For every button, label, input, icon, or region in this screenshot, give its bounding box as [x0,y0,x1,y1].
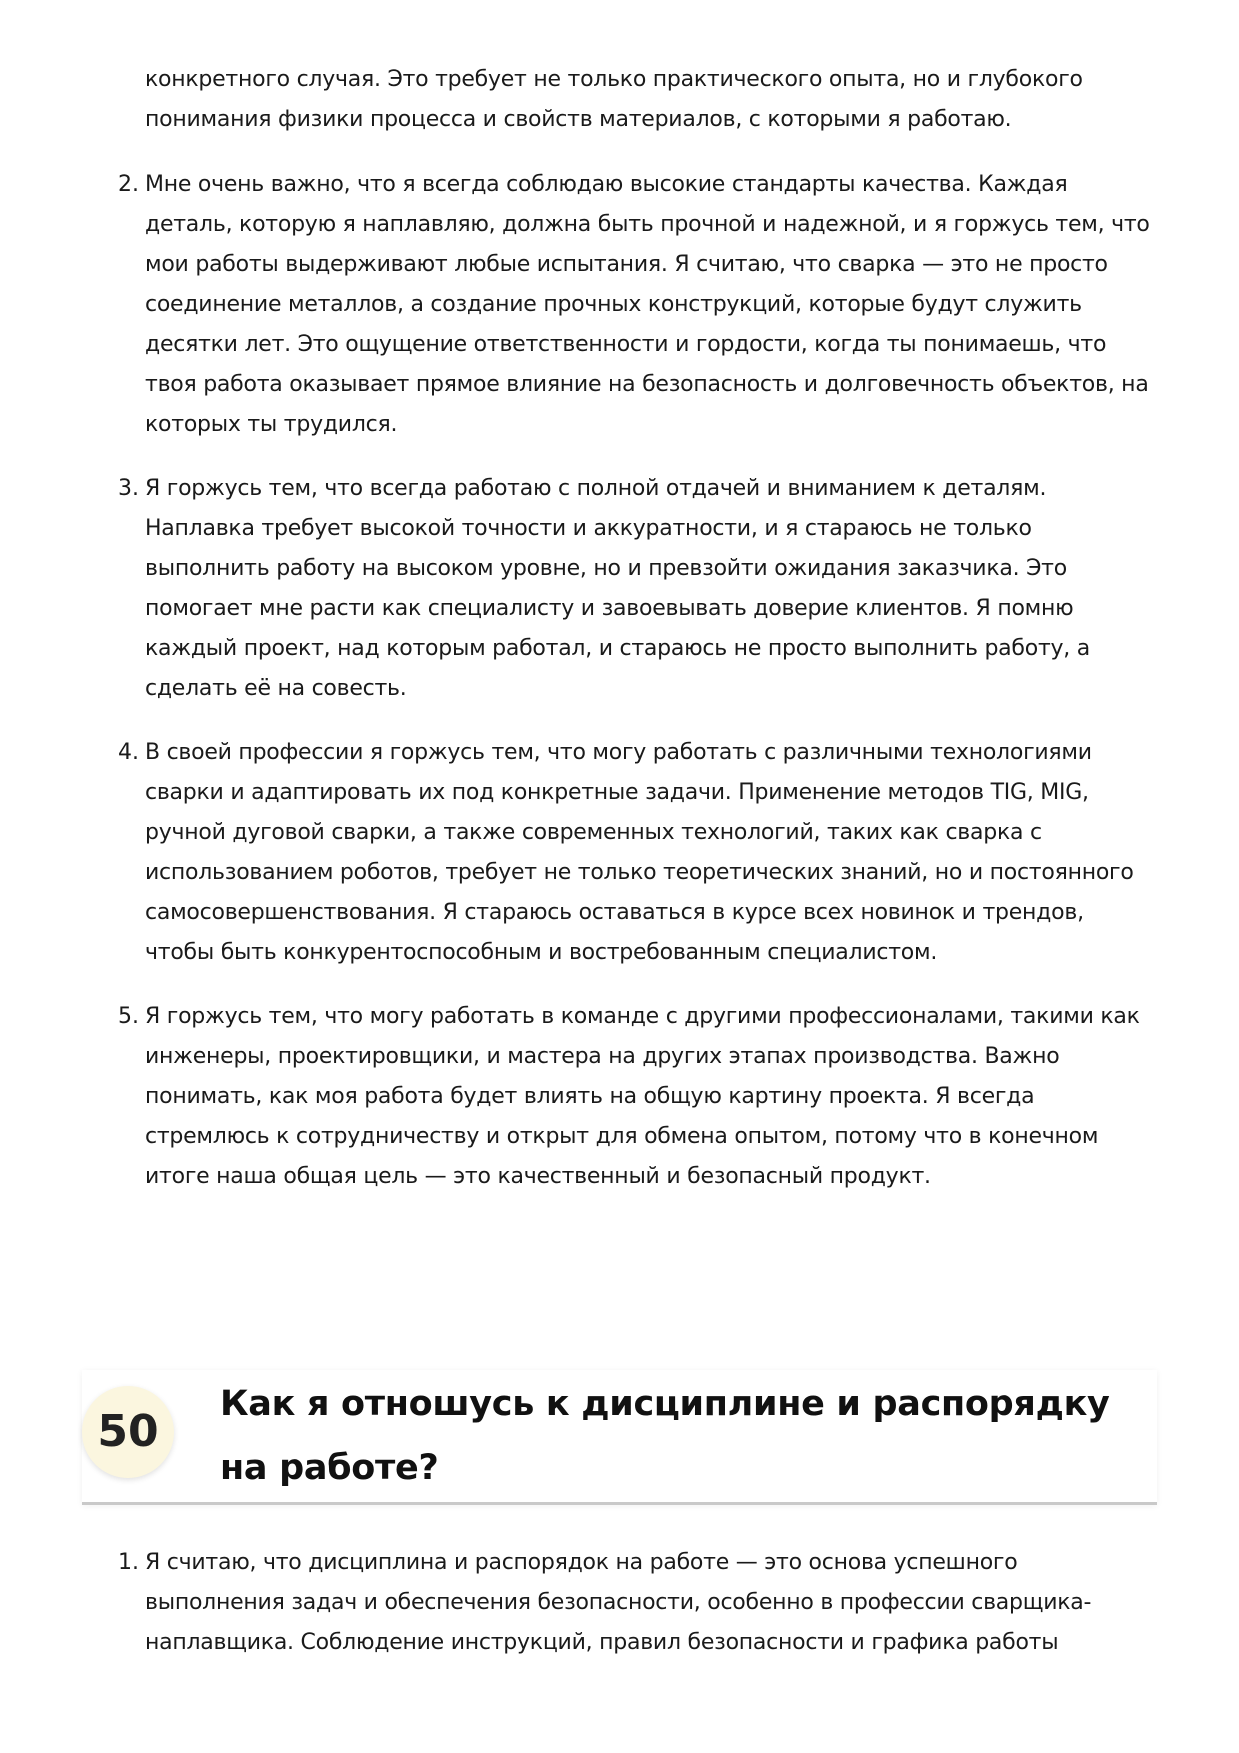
list-item-number: 2. [118,172,139,197]
list-item-text: Я считаю, что дисциплина и распорядок на работе — это основа успешного выполнения задач и обеспечения безопасности, особенно в профессии сварщика-наплавщика. Соблюдение инструкций, правил безопасности и графика работы [145,1550,1092,1655]
list-item-text: Я горжусь тем, что всегда работаю с полной отдачей и вниманием к деталям. Наплавка требует высокой точности и аккуратности, и я стараюсь не только выполнить работу на высоком уровне, но и превзойти ожидания заказчика. Это помогает мне расти как специалисту и завоевывать доверие клиентов. Я помню каждый проект, над которым работал, и стараюсь не просто выполнить работу, а сделать её на совесть. [145,476,1090,701]
section-header [82,1370,1157,1505]
section-title: Как я отношусь к дисциплине и распорядку на работе? [220,1384,1110,1488]
list-item-text: Мне очень важно, что я всегда соблюдаю высокие стандарты качества. Каждая деталь, которую я наплавляю, должна быть прочной и надежной, и я горжусь тем, что мои работы выдерживают любые испытания. Я считаю, что сварка — это не просто соединение металлов, а создание прочных конструкций, которые будут служить десятки лет. Это ощущение ответственности и гордости, когда ты понимаешь, что твоя работа оказывает прямое влияние на безопасность и долговечность объектов, на которых ты трудился. [145,172,1150,437]
list-item-text: Я горжусь тем, что могу работать в команде с другими профессионалами, такими как инженеры, проектировщики, и мастера на других этапах производства. Важно понимать, как моя работа будет влиять на общую картину проекта. Я всегда стремлюсь к сотрудничеству и открыт для обмена опытом, потому что в конечном итоге наша общая цель — это качественный и безопасный продукт. [145,1004,1140,1189]
section-number-badge: 50 [82,1386,174,1478]
list-item-number: 5. [118,1004,139,1029]
list-item-number: 3. [118,476,139,501]
list-item-number: 4. [118,740,139,765]
list-item-number: 1. [118,1550,139,1575]
list-item-text: В своей профессии я горжусь тем, что могу работать с различными технологиями сварки и адаптировать их под конкретные задачи. Применение методов TIG, MIG, ручной дуговой сварки, а также современных технологий, таких как сварка с использованием роботов, требует не только теоретических знаний, но и постоянного самосовершенствования. Я стараюсь оставаться в курсе всех новинок и трендов, чтобы быть конкурентоспособным и востребованным специалистом. [145,740,1134,965]
continuation-paragraph: конкретного случая. Это требует не только практического опыта, но и глубокого понимания физики процесса и свойств материалов, с которыми я работаю. [145,67,1083,132]
